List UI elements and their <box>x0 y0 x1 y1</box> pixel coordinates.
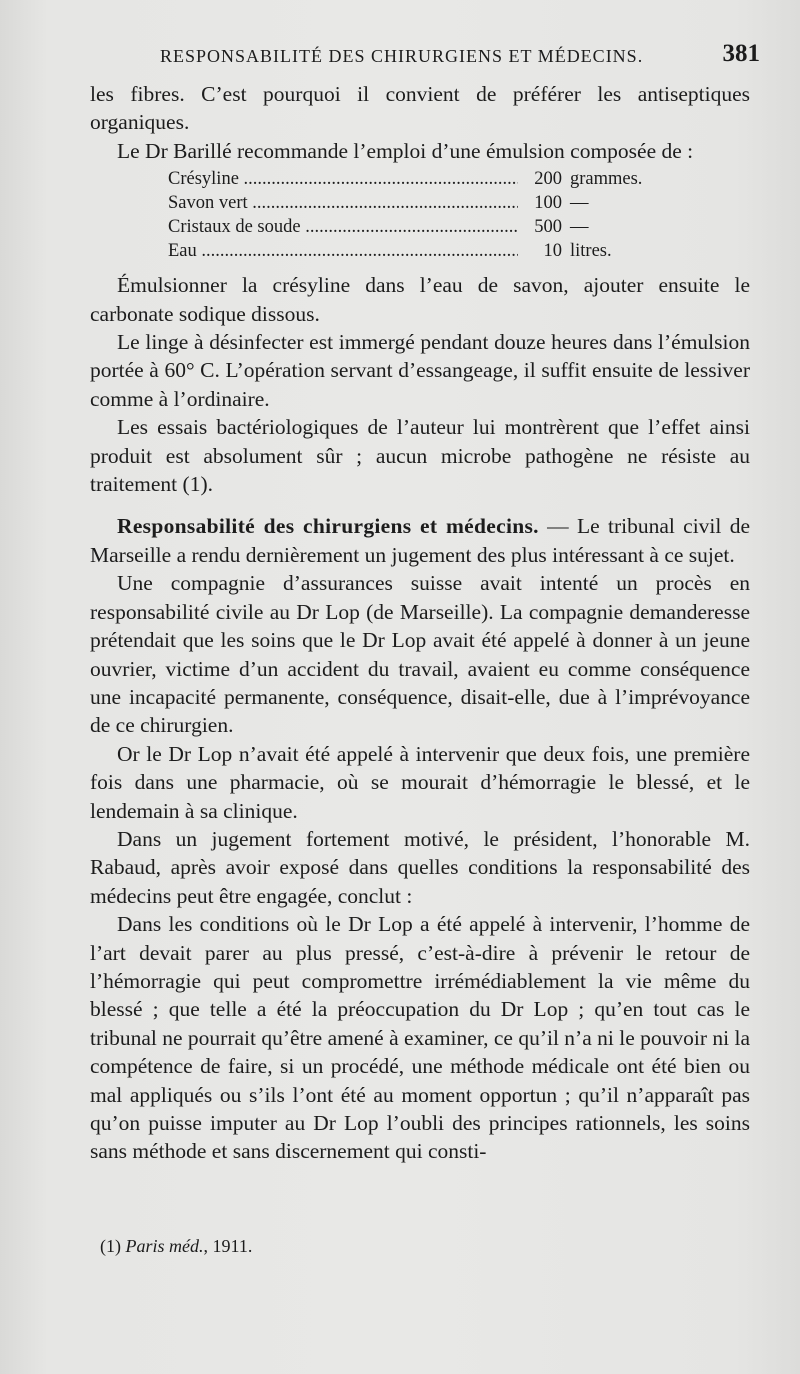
recipe-quantity: 200 <box>534 169 562 190</box>
recipe-row <box>168 215 668 239</box>
paragraph: Le Dr Barillé recommande l’emploi d’une émulsion composée de : <box>117 138 694 163</box>
section-paragraph <box>90 512 750 569</box>
paragraph: Une compagnie d’assurances suisse avait intenté un procès en responsabilité civile au Dr Lop (de Marseille). La compagnie demanderesse prétendait que les soins que le Dr Lop avait été appelé à donner à un jeune ouvrier, victime d’un accident du travail, avaient eu comme conséquence une incapacité permanente, conséquence, disait-elle, due à l’imprévoyance de ce chirurgien. <box>90 571 750 738</box>
paragraph: Dans un jugement fortement motivé, le président, l’honorable M. Rabaud, après avoir exposé dans quelles conditions la responsabilité des médecins peut être engagée, conclut : <box>90 826 750 908</box>
paragraph: Or le Dr Lop n’avait été appelé à intervenir que deux fois, une première fois dans une pharmacie, où se mourait d’hémorragie le blessé, et le lendemain à sa clinique. <box>90 741 750 823</box>
running-title: RESPONSABILITÉ DES CHIRURGIENS ET MÉDECINS. <box>160 46 644 66</box>
recipe-unit: litres. <box>570 241 612 262</box>
recipe-quantity: 10 <box>543 241 562 262</box>
body-text <box>90 80 750 1166</box>
recipe-ingredient: Cristaux de soude ..... <box>168 215 518 239</box>
page-header <box>160 40 760 76</box>
footnote-year: , 1911. <box>203 1236 253 1256</box>
recipe-row <box>168 167 668 191</box>
paragraph: Le linge à désinfecter est immergé pendant douze heures dans l’émulsion portée à 60° C. L’opération servant d’essangeage, il suffit ensuite de lessiver comme à l’ordinaire. <box>90 330 750 411</box>
recipe-table <box>168 167 668 263</box>
recipe-ingredient: Savon vert ..... <box>168 191 518 215</box>
paragraph: les fibres. C’est pourquoi il convient de préférer les antiseptiques organiques. <box>90 82 750 135</box>
recipe-ingredient: Crésyline ..... <box>168 167 518 191</box>
section-intro-text: — Le tribunal civil de Marseille a rendu dernièrement un jugement des plus intéressant à ce sujet. <box>90 514 750 567</box>
recipe-quantity: 500 <box>534 217 562 238</box>
paragraph: Dans les conditions où le Dr Lop a été appelé à intervenir, l’homme de l’art devait parer au plus pressé, c’est-à-dire à prévenir le retour de l’hémorragie qui peut compromettre irrémédiablement la vie même du blessé ; que telle a été la préoccupation du Dr Lop ; qu’en tout cas le tribunal ne pourrait qu’être amené à examiner, ce qu’il n’a ni le pouvoir ni la compétence de faire, si un procédé, une méthode médicale ont été bien ou mal appliqués ou s’ils l’ont été au moment opportun ; qu’il n’apparaît pas qu’on puisse imputer au Dr Lop l’oubli des principes rationnels, les soins sans méthode et sans discernement qui consti- <box>90 912 751 1164</box>
recipe-quantity: 100 <box>534 193 562 214</box>
recipe-unit: — <box>570 193 589 214</box>
recipe-row <box>168 191 668 215</box>
footnote-marker: (1) <box>100 1236 121 1256</box>
recipe-row <box>168 239 668 263</box>
paragraph: Les essais bactériologiques de l’auteur lui montrèrent que l’effet ainsi produit est absolument sûr ; aucun microbe pathogène ne résiste au traitement (1). <box>90 415 750 497</box>
recipe-ingredient: Eau ..... <box>168 239 518 263</box>
recipe-unit: grammes. <box>570 169 643 190</box>
section-title: Responsabilité des chirurgiens et médecins. <box>117 514 539 539</box>
footnote <box>100 1236 252 1257</box>
paragraph: Émulsionner la crésyline dans l’eau de savon, ajouter ensuite le carbonate sodique dissous. <box>90 273 750 326</box>
page-number: 381 <box>722 40 760 67</box>
recipe-unit: — <box>570 217 589 238</box>
footnote-source: Paris méd. <box>125 1236 204 1256</box>
